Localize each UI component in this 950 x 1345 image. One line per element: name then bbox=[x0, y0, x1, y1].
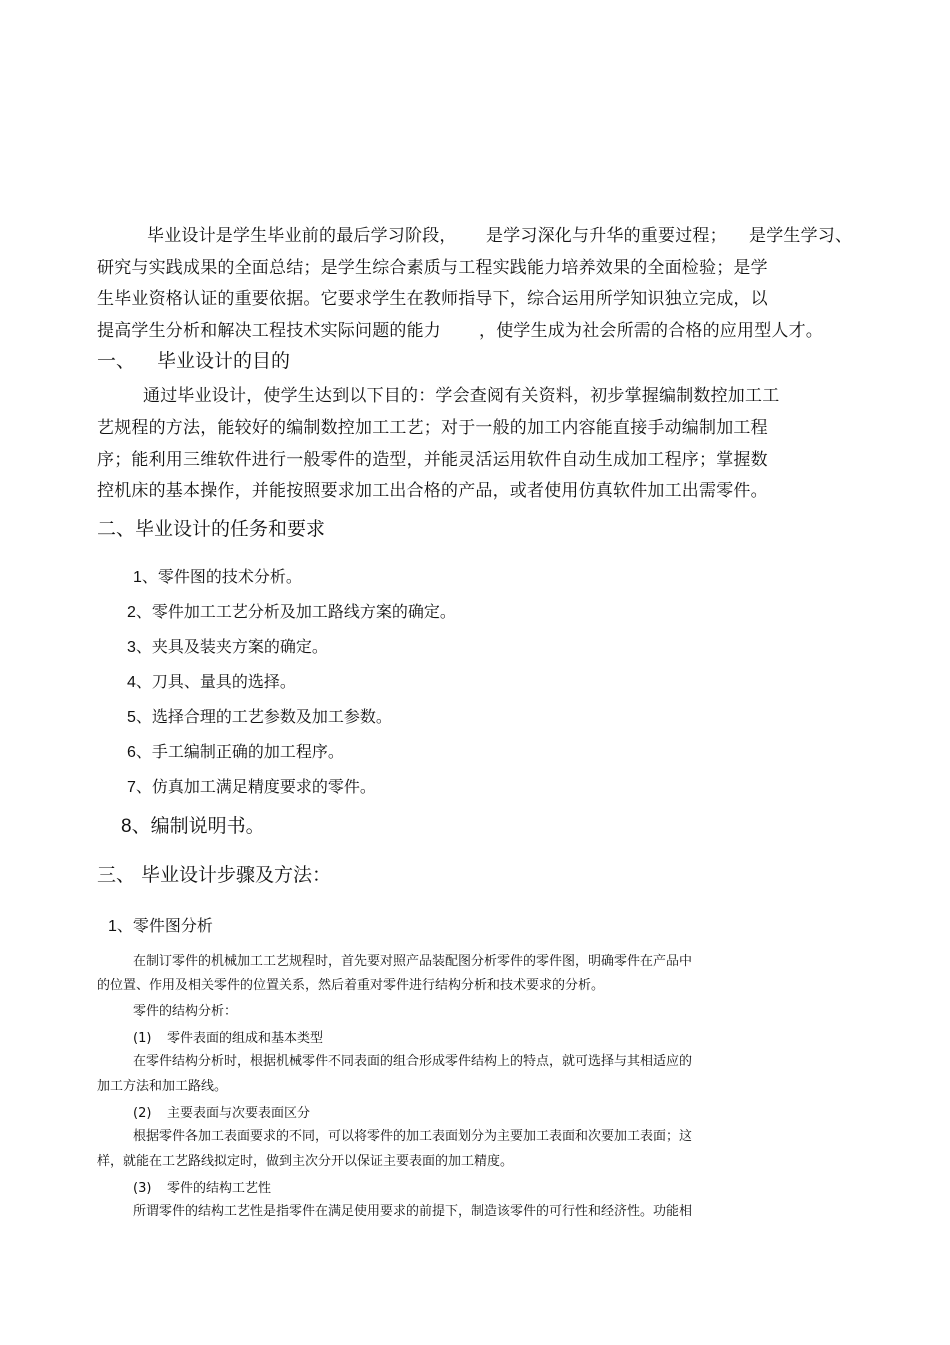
section3-para1-line-1: 在制订零件的机械加工工艺规程时，首先要对照产品装配图分析零件的零件图，明确零件在产品中 bbox=[133, 954, 693, 969]
struct-item-3-number: (3) bbox=[133, 1181, 152, 1196]
section1-title: 毕业设计的目的 bbox=[157, 350, 291, 372]
struct-item-2-line-1: 根据零件各加工表面要求的不同，可以将零件的加工表面划分为主要加工表面和次要加工表面；这 bbox=[133, 1129, 693, 1144]
struct-item-1-title: 零件表面的组成和基本类型 bbox=[167, 1031, 324, 1046]
section1-line-3: 序；能利用三维软件进行一般零件的造型，并能灵活运用软件自动生成加工程序；掌握数 bbox=[97, 450, 768, 470]
intro-line-1a: 毕业设计是学生毕业前的最后学习阶段， bbox=[147, 226, 457, 246]
task-item-5 bbox=[127, 709, 392, 726]
intro-line-4b: ，使学生成为社会所需的合格的应用型人才。 bbox=[479, 321, 823, 341]
task-item-6 bbox=[127, 744, 344, 761]
task-item-text: 、仿真加工满足精度要求的零件。 bbox=[135, 777, 376, 796]
task-item-text: 、零件图的技术分析。 bbox=[141, 567, 302, 586]
section3-para1-line-2: 的位置、作用及相关零件的位置关系，然后着重对零件进行结构分析和技术要求的分析。 bbox=[97, 978, 605, 993]
struct-item-3-line-1: 所谓零件的结构工艺性是指零件在满足使用要求的前提下，制造该零件的可行性和经济性。功能相 bbox=[133, 1204, 693, 1219]
task-item-text: 、刀具、量具的选择。 bbox=[135, 672, 296, 691]
task-item-number: 2 bbox=[127, 604, 136, 621]
task-item-7 bbox=[127, 779, 376, 796]
task-item-2 bbox=[127, 604, 456, 621]
task-item-number: 5 bbox=[127, 709, 136, 726]
section1-line-4: 控机床的基本操作，并能按照要求加工出合格的产品，或者使用仿真软件加工出需零件。 bbox=[97, 481, 768, 501]
task-item-4 bbox=[127, 674, 296, 691]
struct-item-1-line-2: 加工方法和加工路线。 bbox=[97, 1079, 228, 1094]
section1-line-1: 通过毕业设计，使学生达到以下目的：学会查阅有关资料，初步掌握编制数控加工工 bbox=[143, 386, 780, 406]
task-item-number: 1 bbox=[133, 569, 142, 586]
task-item-number: 7 bbox=[127, 779, 136, 796]
section1-number: 一、 bbox=[97, 350, 136, 372]
section3-sub1-heading bbox=[108, 918, 213, 935]
task-item-text: 、夹具及装夹方案的确定。 bbox=[135, 637, 328, 656]
task-item-number: 4 bbox=[127, 674, 136, 691]
sub-heading-number: 1 bbox=[108, 918, 117, 935]
task-item-text: 、零件加工工艺分析及加工路线方案的确定。 bbox=[135, 602, 456, 621]
intro-line-2: 研究与实践成果的全面总结；是学生综合素质与工程实践能力培养效果的全面检验；是学 bbox=[97, 258, 768, 278]
task-item-number: 8 bbox=[121, 816, 132, 837]
struct-analysis-label: 零件的结构分析： bbox=[133, 1004, 238, 1019]
task-item-number: 6 bbox=[127, 744, 136, 761]
struct-item-3-title: 零件的结构工艺性 bbox=[167, 1181, 272, 1196]
section3-title: 三、 毕业设计步骤及方法： bbox=[97, 864, 332, 886]
task-item-8 bbox=[121, 817, 265, 836]
task-item-text: 、手工编制正确的加工程序。 bbox=[135, 742, 344, 761]
task-item-number: 3 bbox=[127, 639, 136, 656]
intro-line-1c: 是学生学习、 bbox=[749, 226, 853, 246]
sub-heading-title: 、零件图分析 bbox=[116, 916, 213, 935]
task-item-text: 、选择合理的工艺参数及加工参数。 bbox=[135, 707, 392, 726]
task-item-text: 、编制说明书。 bbox=[131, 815, 265, 837]
intro-line-3: 生毕业资格认证的重要依据。它要求学生在教师指导下，综合运用所学知识独立完成，以 bbox=[97, 289, 768, 309]
intro-line-4a: 提高学生分析和解决工程技术实际问题的能力 bbox=[97, 321, 441, 341]
struct-item-1-line-1: 在零件结构分析时，根据机械零件不同表面的组合形成零件结构上的特点，就可选择与其相适应的 bbox=[133, 1054, 693, 1069]
task-item-3 bbox=[127, 639, 328, 656]
struct-item-2-line-2: 样，就能在工艺路线拟定时，做到主次分开以保证主要表面的加工精度。 bbox=[97, 1154, 514, 1169]
struct-item-2-title: 主要表面与次要表面区分 bbox=[167, 1106, 311, 1121]
struct-item-2-number: (2) bbox=[133, 1106, 152, 1121]
section1-line-2: 艺规程的方法，能较好的编制数控加工工艺；对于一般的加工内容能直接手动编制加工程 bbox=[97, 418, 768, 438]
section2-title: 二、毕业设计的任务和要求 bbox=[97, 518, 326, 540]
intro-line-1b: 是学习深化与升华的重要过程； bbox=[486, 226, 727, 246]
task-item-1 bbox=[133, 569, 302, 586]
struct-item-1-number: (1) bbox=[133, 1031, 152, 1046]
